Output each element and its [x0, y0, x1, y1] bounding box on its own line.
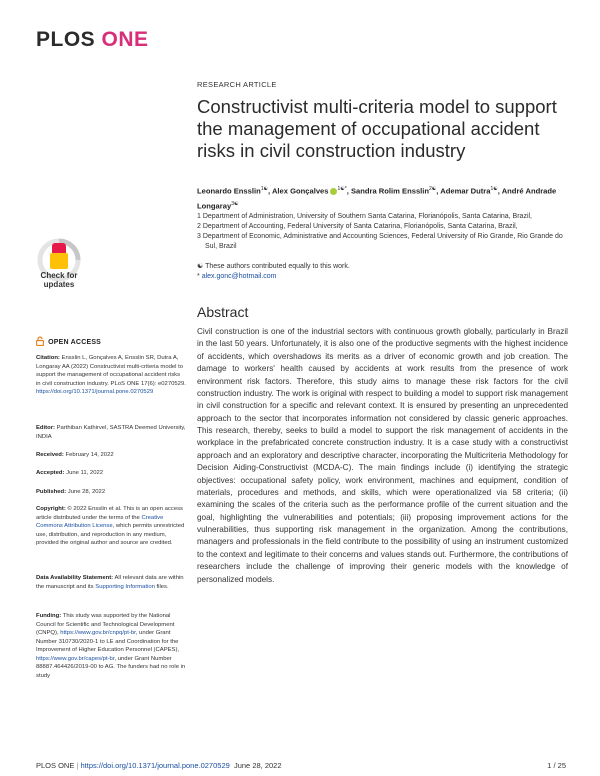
affiliation: 1 Department of Administration, University of Southern Santa Catarina, Florianópolis, Santa Catarina, Brazil,: [197, 213, 532, 220]
article-type: RESEARCH ARTICLE: [197, 80, 277, 89]
published-date: June 28, 2022: [67, 489, 106, 495]
copyright-text-end: , which permits unrestricted use, distribution, and reproduction in any medium, provided the original author and source are credited.: [36, 523, 185, 546]
data-availability-label: Data Availability Statement:: [36, 575, 114, 581]
author-name[interactable]: Alex Gonçalves: [271, 186, 329, 196]
data-availability-text: All relevant data are within the manuscript and its: [36, 575, 184, 590]
author-name[interactable]: Ademar Dutra: [440, 186, 491, 196]
corresponding-email-link[interactable]: alex.gonc@hotmail.com: [201, 273, 277, 280]
badge-line: Check for: [40, 271, 78, 280]
citation-doi-link[interactable]: https://doi.org/10.1371/journal.pone.0270529: [36, 389, 154, 395]
copyright-label: Copyright:: [36, 506, 66, 512]
received-label: Received:: [36, 452, 64, 458]
copyright-text: © 2022 Ensslin et al. This is an open access article distributed under the terms of the: [36, 506, 183, 521]
citation-label: Citation:: [36, 355, 60, 361]
article-title: Constructivist multi-criteria model to support the management of occupational accident risks in civil construction industry: [197, 96, 557, 161]
accepted-date: June 11, 2022: [66, 470, 104, 476]
author-notes: [197, 262, 569, 282]
footer-separator: |: [76, 761, 79, 770]
editor-text: Parthiban Kathirvel, SASTRA Deemed University, INDIA: [36, 425, 186, 440]
editor-block: [36, 424, 186, 441]
author-sup: 1☯*: [337, 186, 347, 192]
citation-block: [36, 354, 186, 397]
logo-plos: PLOS: [36, 28, 96, 51]
affiliations: [197, 212, 569, 252]
logo-one: ONE: [101, 28, 149, 51]
funding-text: , under Grant Number 88887.464426/2019-00 to AG. The funders had no role in study: [36, 655, 186, 679]
page-footer: [36, 761, 282, 770]
funding-block: [36, 612, 186, 680]
cnpq-link[interactable]: https://www.gov.br/cnpq/pt-br: [60, 630, 136, 636]
citation-text: Ensslin L, Gonçalves A, Ensslin SR, Dutra A, Longaray AA (2022) Constructivist multi-criteria model to support the management of occupational accident risks in civil construction industry. PLoS ONE 17(6): e0270529.: [36, 355, 186, 387]
capes-link[interactable]: https://www.gov.br/capes/pt-br: [36, 655, 115, 662]
license-link[interactable]: Creative Commons Attribution License: [36, 514, 164, 529]
received-block: [36, 451, 186, 460]
affiliation: 3 Department of Economic, Administrative and Accounting Sciences, Federal University of Rio Grande, Rio Grande do Sul, Brazil: [197, 233, 563, 250]
open-access-text: OPEN ACCESS: [48, 339, 102, 346]
copyright-block: [36, 505, 186, 548]
badge-line: updates: [43, 280, 75, 289]
accepted-block: [36, 469, 186, 478]
author-sup: 1☯: [260, 186, 268, 192]
abstract-heading: Abstract: [197, 304, 249, 320]
published-block: [36, 488, 186, 497]
footer-doi-link[interactable]: https://doi.org/10.1371/journal.pone.0270529: [80, 761, 230, 770]
author-sup: 3☯: [231, 200, 239, 207]
affiliation: 2 Department of Accounting, Federal University of Santa Catarina, Florianópolis, Santa Catarina, Brazil,: [197, 223, 518, 230]
journal-logo: [36, 28, 149, 52]
abstract-text: Civil construction is one of the industrial sectors with continuous growth globally, particularly in Brazil in the last 50 years. Unfortunately, it is also one of the productive segments with the highest incidence of accidents, which overshadows its merits as a driver of economic growth and job creation. The damage to workers' health caused by accidents at work results from the presence of work environment risk factors. Therefore, this study aims to manage these risk factors for the civil construction industry. The work is original with respect to building a model to support risk management in civil construction for a specific and relevant context. It is ensured by presenting an unprecedented approach to the sector that incorporates information not considered by classic generic approaches. This research, thereby, seeks to build a model to support the risk management of accidents in the workplace in the prefabricated concrete construction industry. It is a case study with a constructivist approach and an exploratory and descriptive character, incorporating the Multicriteria Methodology for Decision Aiding-Constructivist (MCDA-C). The main findings include (i) identifying the strategic objectives: occupational safety policy, work environment, machines and equipment, condition of materials, procedures and methods, and skills, which were operationalized via 58 criteria; (ii) examining the scales of the criteria such as the performance profile of the current situation and the goal, highlighting the vulnerabilities and potentials; (iii) proposing improvement actions for the vulnerabilities, thus supporting risk management in the organization. Among the contributions, managers and professionals in the field contribute to the possibility of using an instrument customized to the context and legitimate to their concerns and values stands out. Furthermore, the contributions of researchers include the challenge of improving their generic models with the knowledge of personalized models.: [197, 327, 568, 584]
author-sup: 2☯: [429, 186, 437, 192]
published-label: Published:: [36, 489, 67, 495]
funding-text: , under Grant Number 310730/2020-1 to LE and Coordination for the Improvement of Higher Education Personnel (CAPES),: [36, 630, 180, 653]
data-availability-block: [36, 574, 186, 591]
editor-label: Editor:: [36, 425, 55, 431]
equal-contribution-note: ☯ These authors contributed equally to this work.: [197, 263, 350, 270]
corresponding-mark: *: [197, 273, 200, 280]
funding-label: Funding:: [36, 613, 62, 619]
author-sup: 1☯: [490, 186, 498, 192]
page-number: 1 / 25: [547, 761, 566, 770]
author-name[interactable]: André Andrade Longaray: [197, 186, 557, 211]
footer-date: June 28, 2022: [233, 761, 282, 770]
open-lock-icon: [36, 336, 44, 346]
check-for-updates-label[interactable]: [28, 271, 90, 289]
accepted-label: Accepted:: [36, 470, 65, 476]
funding-text: This study was supported by the National Council for Scientific and Technological Development (CNPQ),: [36, 613, 175, 636]
open-access-label: [36, 336, 186, 348]
supporting-info-link[interactable]: Supporting Information: [95, 583, 155, 590]
received-date: February 14, 2022: [65, 452, 114, 458]
author-list: Leonardo Ensslin$^{1☯}$, Alex Gonçalves $^{1☯*}$, Sandra Rolim Ensslin$^{2☯}$, Ademar Dutra$^{1☯}$, André Andrade Longaray$^{3☯}$: [197, 186, 557, 211]
footer-journal: PLOS ONE: [36, 761, 75, 770]
author-name[interactable]: Sandra Rolim Ensslin: [350, 186, 430, 196]
author-name[interactable]: Leonardo Ensslin: [197, 186, 261, 196]
corresponding-email-line: [197, 272, 569, 282]
data-availability-text-end: files.: [156, 583, 169, 590]
orcid-icon[interactable]: [330, 188, 337, 195]
